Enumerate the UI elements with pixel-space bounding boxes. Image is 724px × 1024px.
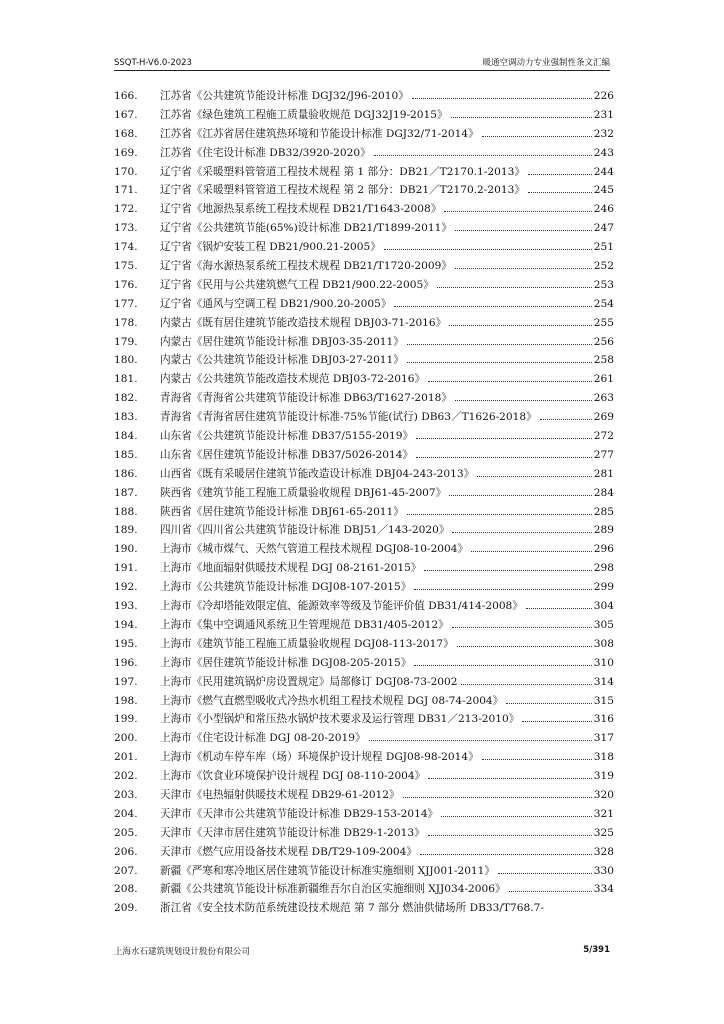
toc-leader-dots <box>416 438 592 439</box>
toc-entry[interactable] <box>114 164 614 183</box>
toc-entry-page: 325 <box>593 826 614 839</box>
toc-entry-number: 179. <box>114 335 138 348</box>
toc-entry-page: 254 <box>593 297 614 310</box>
toc-entry-number: 201. <box>114 751 138 764</box>
toc-entry-page: 252 <box>593 260 614 273</box>
toc-leader-dots <box>414 665 591 666</box>
toc-entry-page: 256 <box>593 335 614 348</box>
toc-leader-dots <box>444 211 591 212</box>
toc-entry-title: 上海市《冷却塔能效限定值、能源效率等级及节能评价值 DB31/414-2008》 <box>160 600 523 613</box>
toc-entry-number: 166. <box>114 90 138 102</box>
toc-entry-title: 辽宁省《海水源热泵系统工程技术规程 DB21/T1720-2009》 <box>160 260 452 273</box>
page-number: 5/391 <box>583 945 610 955</box>
toc-entry-number: 189. <box>114 524 138 537</box>
toc-entry-number: 176. <box>114 278 138 291</box>
toc-entry-page: 272 <box>593 430 614 443</box>
toc-entry-page: 315 <box>593 694 614 707</box>
table-of-contents <box>114 88 614 919</box>
toc-entry-number: 175. <box>114 260 138 273</box>
toc-leader-dots <box>449 495 592 496</box>
toc-entry-number: 171. <box>114 184 138 197</box>
toc-entry[interactable] <box>114 428 614 447</box>
toc-entry-number: 195. <box>114 637 138 650</box>
toc-entry-title: 天津市《燃气应用设备技术规程 DB/T29-109-2004》 <box>160 845 418 858</box>
toc-entry-page: 317 <box>593 732 614 745</box>
toc-entry[interactable] <box>114 409 614 428</box>
toc-leader-dots <box>506 703 592 704</box>
toc-entry-number: 194. <box>114 618 138 631</box>
toc-entry-title: 上海市《地面辐射供暖技术规程 DGJ 08-2161-2015》 <box>160 562 422 575</box>
toc-leader-dots <box>509 891 592 892</box>
toc-entry-number: 182. <box>114 392 138 405</box>
toc-entry-page: 243 <box>593 146 614 159</box>
toc-leader-dots <box>420 854 592 855</box>
toc-entry-number: 183. <box>114 411 138 424</box>
toc-entry[interactable] <box>114 390 614 409</box>
toc-entry[interactable] <box>114 881 614 900</box>
toc-entry[interactable] <box>114 239 614 258</box>
toc-entry-number: 168. <box>114 127 138 140</box>
toc-entry-number: 169. <box>114 146 138 159</box>
toc-entry-title: 四川省《四川省公共建筑节能设计标准 DBJ51／143-2020》 <box>160 524 450 537</box>
toc-leader-dots <box>394 306 591 307</box>
toc-entry-page: 263 <box>593 392 614 405</box>
toc-leader-dots <box>471 551 592 552</box>
toc-entry-title: 山西省《既有采暖居住建筑节能改造设计标准 DBJ04-243-2013》 <box>160 467 475 480</box>
toc-entry-number: 198. <box>114 694 138 707</box>
toc-entry-title: 新疆《严寒和寒冷地区居住建筑节能设计标准实施细则 XJJ001-2011》 <box>160 864 496 877</box>
toc-entry-number: 193. <box>114 600 138 613</box>
toc-leader-dots <box>407 514 592 515</box>
toc-entry-number: 180. <box>114 354 138 367</box>
toc-entry-title: 内蒙古《既有居住建筑节能改造技术规程 DBJ03-71-2016》 <box>160 316 447 329</box>
toc-leader-dots <box>528 192 592 193</box>
toc-entry-title: 上海市《住宅设计标准 DGJ 08-20-2019》 <box>160 732 366 745</box>
toc-entry-number: 188. <box>114 505 138 518</box>
toc-entry[interactable] <box>114 220 614 239</box>
toc-entry-number: 186. <box>114 467 138 480</box>
toc-entry-page: 258 <box>593 354 614 367</box>
toc-entry-title: 新疆《公共建筑节能设计标准新疆维吾尔自治区实施细则 XJJ034-2006》 <box>160 883 506 896</box>
toc-entry-number: 177. <box>114 297 138 310</box>
toc-entry-title: 天津市《天津市公共建筑节能设计标准 DB29-153-2014》 <box>160 807 439 820</box>
toc-leader-dots <box>526 608 592 609</box>
toc-entry-page: 232 <box>593 127 614 140</box>
toc-entry[interactable] <box>114 541 614 560</box>
toc-entry-title: 陕西省《建筑节能工程施工质量验收规程 DBJ61-45-2007》 <box>160 486 447 499</box>
toc-entry[interactable] <box>114 598 614 617</box>
toc-entry[interactable] <box>114 844 614 863</box>
toc-entry[interactable] <box>114 485 614 504</box>
toc-entry-title: 江苏省《公共建筑节能设计标准 DGJ32/J96-2010》 <box>160 90 409 102</box>
toc-entry-page: 226 <box>593 90 614 102</box>
toc-leader-dots <box>412 98 592 99</box>
toc-entry-page: 318 <box>593 751 614 764</box>
toc-leader-dots <box>441 816 592 817</box>
toc-entry-page: 330 <box>593 864 614 877</box>
toc-leader-dots <box>452 627 592 628</box>
toc-entry-title: 上海市《机动车停车库（场）环境保护设计规程 DGJ08-98-2014》 <box>160 751 479 764</box>
toc-entry[interactable] <box>114 617 614 636</box>
toc-entry-number: 197. <box>114 675 138 688</box>
toc-leader-dots <box>452 532 591 533</box>
toc-entry-page: 277 <box>593 448 614 461</box>
toc-entry-number: 200. <box>114 732 138 745</box>
toc-entry-title: 江苏省《住宅设计标准 DB32/3920-2020》 <box>160 146 371 159</box>
toc-leader-dots <box>522 721 591 722</box>
toc-entry[interactable] <box>114 182 614 201</box>
toc-entry-number: 191. <box>114 562 138 575</box>
toc-leader-dots <box>528 174 592 175</box>
toc-entry-title: 辽宁省《民用与公共建筑燃气工程 DB21/900.22-2005》 <box>160 278 434 291</box>
toc-entry-number: 170. <box>114 165 138 178</box>
toc-entry[interactable] <box>114 504 614 523</box>
toc-entry-title: 辽宁省《通风与空调工程 DB21/900.20-2005》 <box>160 297 392 310</box>
toc-entry[interactable] <box>114 296 614 315</box>
toc-entry[interactable] <box>114 806 614 825</box>
toc-entry-number: 178. <box>114 316 138 329</box>
toc-entry[interactable] <box>114 466 614 485</box>
toc-entry-title: 天津市《天津市居住建筑节能设计标准 DB29-1-2013》 <box>160 826 425 839</box>
toc-leader-dots <box>428 835 592 836</box>
toc-entry-page: 319 <box>593 770 614 783</box>
toc-entry[interactable] <box>114 522 614 541</box>
toc-entry-page: 253 <box>593 278 614 291</box>
toc-leader-dots <box>540 419 592 420</box>
toc-entry-title: 江苏省《绿色建筑工程施工质量验收规范 DGJ32J19-2015》 <box>160 108 448 121</box>
toc-entry-title: 上海市《民用建筑锅炉房设置规定》局部修订 DGJ08-73-2002 <box>160 675 458 688</box>
toc-entry[interactable] <box>114 258 614 277</box>
toc-entry-title: 内蒙古《公共建筑节能改造技术规范 DBJ03-72-2016》 <box>160 373 426 386</box>
toc-leader-dots <box>455 400 592 401</box>
toc-entry-number: 184. <box>114 430 138 443</box>
toc-entry[interactable] <box>114 579 614 598</box>
toc-entry-number: 167. <box>114 108 138 121</box>
toc-leader-dots <box>403 797 592 798</box>
toc-entry[interactable] <box>114 768 614 787</box>
toc-entry-page: 320 <box>593 788 614 801</box>
toc-entry-title: 辽宁省《采暖塑料管管道工程技术规程 第 2 部分：DB21／T2170.2-2013》 <box>160 184 525 197</box>
toc-entry-page: 244 <box>593 165 614 178</box>
toc-leader-dots <box>455 230 592 231</box>
toc-entry-title: 江苏省《江苏省居住建筑热环境和节能设计标准 DGJ32/71-2014》 <box>160 127 479 140</box>
toc-entry-page: 284 <box>593 486 614 499</box>
toc-entry-title: 上海市《饮食业环境保护设计规程 DGJ 08-110-2004》 <box>160 770 426 783</box>
toc-entry-page: 251 <box>593 241 614 254</box>
toc-entry-number: 208. <box>114 883 138 896</box>
toc-entry-page: 299 <box>593 581 614 594</box>
toc-entry-title: 上海市《燃气直燃型吸收式冷热水机组工程技术规程 DGJ 08-74-2004》 <box>160 694 504 707</box>
toc-entry-page: 298 <box>593 562 614 575</box>
toc-leader-dots <box>384 249 592 250</box>
toc-entry-number: 207. <box>114 864 138 877</box>
toc-leader-dots <box>482 759 592 760</box>
toc-entry-page: 308 <box>593 637 614 650</box>
toc-entry-title: 山东省《居住建筑节能设计标准 DB37/5026-2014》 <box>160 448 414 461</box>
toc-entry[interactable] <box>114 674 614 693</box>
toc-entry-number: 190. <box>114 543 138 556</box>
toc-leader-dots <box>482 136 592 137</box>
toc-entry-title: 上海市《建筑节能工程施工质量验收规程 DGJ08-113-2017》 <box>160 637 454 650</box>
toc-entry-title: 天津市《电热辐射供暖技术规程 DB29-61-2012》 <box>160 788 400 801</box>
header-rule <box>114 70 610 71</box>
toc-entry[interactable] <box>114 863 614 882</box>
toc-entry-page: 305 <box>593 618 614 631</box>
toc-leader-dots <box>407 362 592 363</box>
toc-entry-page: 321 <box>593 807 614 820</box>
toc-entry[interactable] <box>114 636 614 655</box>
toc-entry-title: 上海市《小型锅炉和常压热水锅炉技术要求及运行管理 DB31／213-2010》 <box>160 713 520 726</box>
company-name: 上海水石建筑规划设计股份有限公司 <box>114 947 251 957</box>
toc-entry-page: 246 <box>593 203 614 216</box>
toc-entry-number: 202. <box>114 770 138 783</box>
page-header <box>114 52 610 68</box>
toc-entry-title: 辽宁省《采暖塑料管管道工程技术规程 第 1 部分：DB21／T2170.1-2013》 <box>160 165 525 178</box>
toc-entry-number: 192. <box>114 581 138 594</box>
toc-entry-page: 314 <box>593 675 614 688</box>
toc-leader-dots <box>369 740 592 741</box>
toc-leader-dots <box>428 381 592 382</box>
toc-entry[interactable] <box>114 277 614 296</box>
toc-entry[interactable] <box>114 107 614 126</box>
toc-entry-page: 269 <box>593 411 614 424</box>
toc-entry-title: 辽宁省《锅炉安装工程 DB21/900.21-2005》 <box>160 241 381 254</box>
toc-entry-page: 285 <box>593 505 614 518</box>
toc-entry-page: 310 <box>593 656 614 669</box>
toc-entry-page: 231 <box>593 108 614 121</box>
toc-leader-dots <box>498 873 592 874</box>
toc-entry-number: 205. <box>114 826 138 839</box>
toc-entry-title: 辽宁省《地源热泵系统工程技术规程 DB21/T1643-2008》 <box>160 203 442 216</box>
toc-entry-number: 174. <box>114 241 138 254</box>
toc-entry-title: 上海市《集中空调通风系统卫生管理规范 DB31/405-2012》 <box>160 618 449 631</box>
toc-entry-title: 山东省《公共建筑节能设计标准 DB37/5155-2019》 <box>160 430 414 443</box>
toc-entry-page: 247 <box>593 222 614 235</box>
toc-entry[interactable] <box>114 730 614 749</box>
toc-entry[interactable] <box>114 315 614 334</box>
toc-entry-page: 281 <box>593 467 614 480</box>
toc-entry[interactable] <box>114 145 614 164</box>
toc-entry-page: 328 <box>593 845 614 858</box>
toc-entry[interactable] <box>114 447 614 466</box>
toc-entry-page: 289 <box>593 524 614 537</box>
toc-leader-dots <box>374 155 592 156</box>
toc-entry-number: 206. <box>114 845 138 858</box>
toc-entry-title: 陕西省《居住建筑节能设计标准 DBJ61-65-2011》 <box>160 505 404 518</box>
toc-entry-page: 316 <box>593 713 614 726</box>
toc-entry-number: 185. <box>114 448 138 461</box>
toc-entry-page: 304 <box>593 600 614 613</box>
toc-entry-number: 199. <box>114 713 138 726</box>
toc-entry-title: 青海省《青海省居住建筑节能设计标准-75%节能(试行) DB63／T1626-2018》 <box>160 411 537 424</box>
toc-entry[interactable] <box>114 126 614 145</box>
toc-leader-dots <box>437 287 592 288</box>
toc-leader-dots <box>416 457 592 458</box>
toc-entry-number: 181. <box>114 373 138 386</box>
toc-leader-dots <box>428 778 592 779</box>
toc-entry-number: 204. <box>114 807 138 820</box>
toc-entry[interactable] <box>114 749 614 768</box>
toc-leader-dots <box>407 344 592 345</box>
toc-entry-title: 内蒙古《公共建筑节能设计标准 DBJ03-27-2011》 <box>160 354 404 367</box>
toc-entry-title: 上海市《城市煤气、天然气管道工程技术规程 DGJ08-10-2004》 <box>160 543 469 556</box>
toc-entry[interactable] <box>114 787 614 806</box>
toc-leader-dots <box>451 117 592 118</box>
toc-entry-number: 196. <box>114 656 138 669</box>
toc-leader-dots <box>449 325 592 326</box>
page-footer <box>114 945 610 959</box>
toc-entry-number: 209. <box>114 902 138 915</box>
toc-entry-page: 296 <box>593 543 614 556</box>
toc-leader-dots <box>461 684 592 685</box>
toc-entry-title: 上海市《居住建筑节能设计标准 DGJ08-205-2015》 <box>160 656 412 669</box>
toc-entry[interactable] <box>114 88 614 107</box>
toc-entry-number: 172. <box>114 203 138 216</box>
toc-entry[interactable] <box>114 693 614 712</box>
toc-entry-number: 173. <box>114 222 138 235</box>
toc-entry[interactable] <box>114 334 614 353</box>
toc-entry[interactable] <box>114 711 614 730</box>
toc-entry-title: 浙江省《安全技术防范系统建设技术规范 第 7 部分 燃油供储场所 DB33/T768.7- <box>160 902 544 915</box>
toc-entry-number: 203. <box>114 788 138 801</box>
toc-entry[interactable] <box>114 560 614 579</box>
toc-entry-title: 内蒙古《居住建筑节能设计标准 DBJ03-35-2011》 <box>160 335 404 348</box>
toc-entry-page: 255 <box>593 316 614 329</box>
toc-entry-number: 187. <box>114 486 138 499</box>
doc-code: SSQT-H-V6.0-2023 <box>114 58 192 68</box>
toc-entry-title: 青海省《青海省公共建筑节能设计标准 DB63/T1627-2018》 <box>160 392 452 405</box>
toc-leader-dots <box>414 589 591 590</box>
toc-entry[interactable] <box>114 825 614 844</box>
toc-entry[interactable] <box>114 371 614 390</box>
toc-entry[interactable] <box>114 900 614 919</box>
toc-entry-page: 245 <box>593 184 614 197</box>
toc-entry-title: 辽宁省《公共建筑节能(65%)设计标准 DB21/T1899-2011》 <box>160 222 452 235</box>
toc-entry[interactable] <box>114 201 614 220</box>
toc-entry-page: 261 <box>593 373 614 386</box>
toc-entry-title: 上海市《公共建筑节能设计标准 DGJ08-107-2015》 <box>160 581 412 594</box>
toc-leader-dots <box>457 646 592 647</box>
toc-leader-dots <box>455 268 592 269</box>
doc-title: 暖通空调动力专业强制性条文汇编 <box>482 58 610 68</box>
toc-entry[interactable] <box>114 352 614 371</box>
toc-leader-dots <box>424 570 591 571</box>
toc-entry-page: 334 <box>593 883 614 896</box>
toc-leader-dots <box>477 476 592 477</box>
toc-entry[interactable] <box>114 655 614 674</box>
